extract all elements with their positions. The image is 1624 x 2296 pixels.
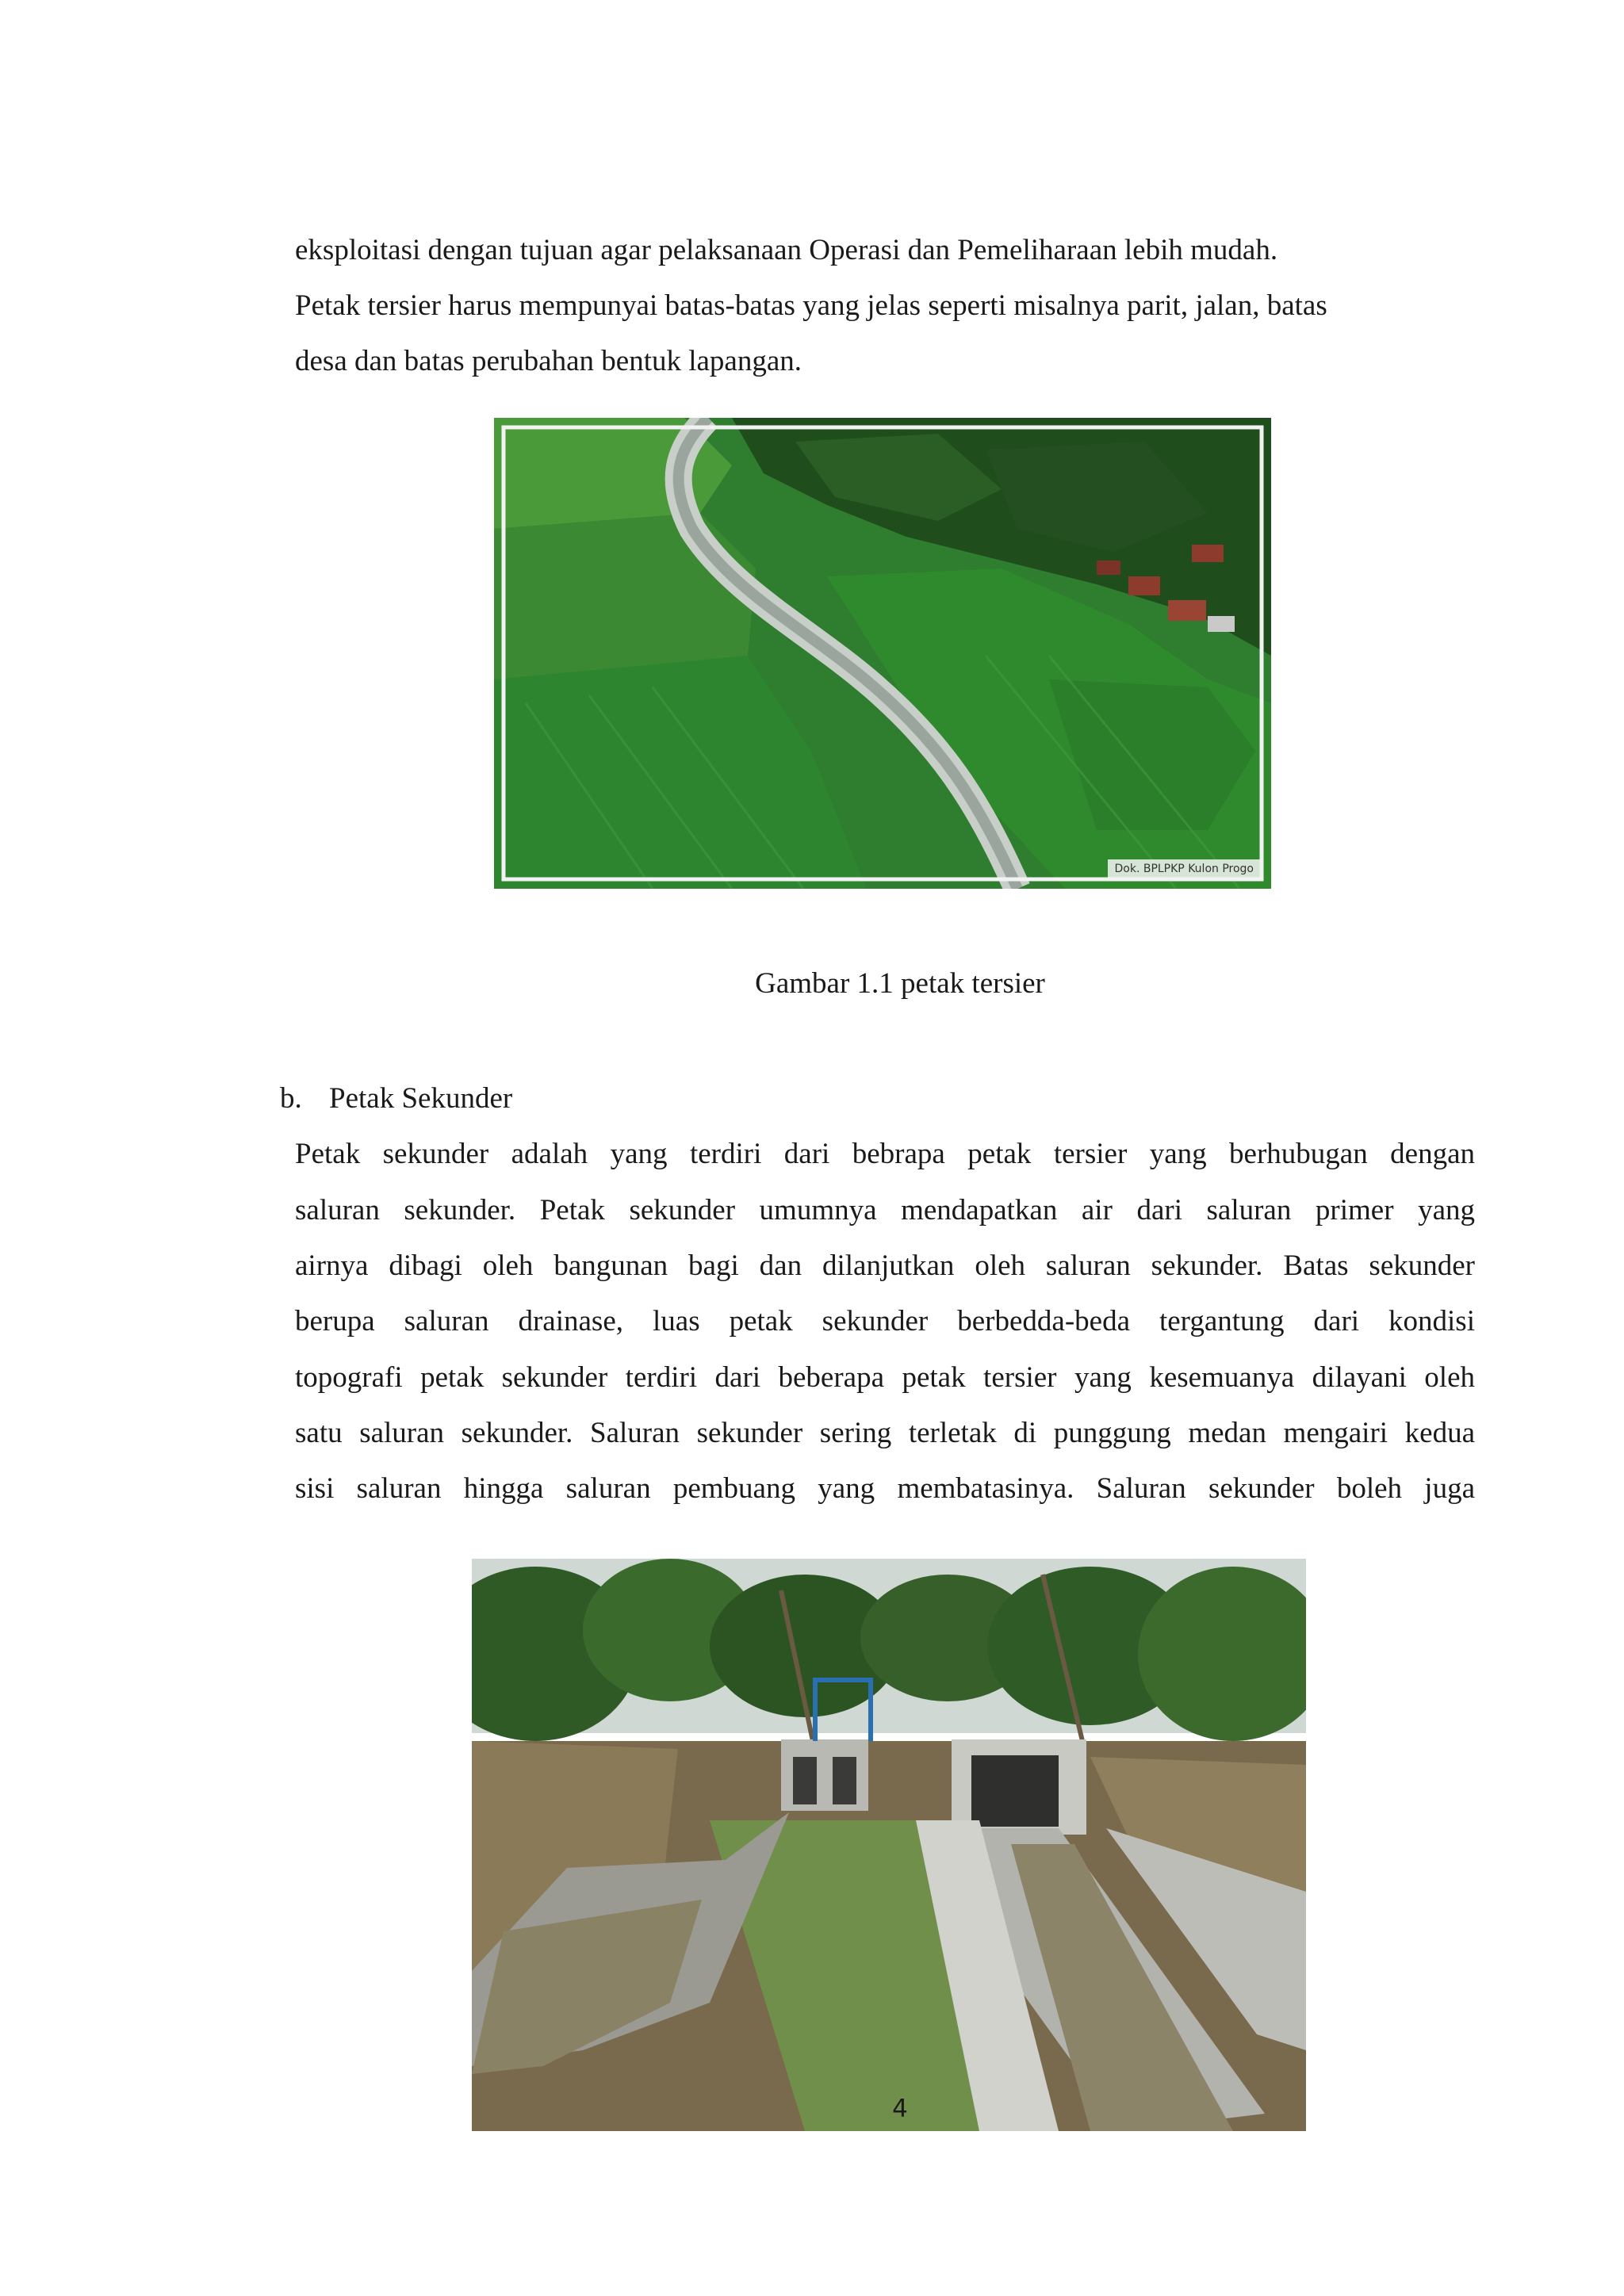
page-number: 4 xyxy=(892,2095,908,2123)
paragraph-line: Petak tersier harus mempunyai batas-batas yang jelas seperti misalnya parit, jalan, batas xyxy=(295,289,1327,322)
paragraph-line: airnya dibagi oleh bangunan bagi dan dilanjutkan oleh saluran sekunder. Batas sekunder xyxy=(295,1249,1475,1282)
paragraph-line: satu saluran sekunder. Saluran sekunder sering terletak di punggung medan mengairi kedua xyxy=(295,1417,1475,1449)
list-marker: b. xyxy=(280,1082,302,1115)
paragraph-line: Petak sekunder adalah yang terdiri dari bebrapa petak tersier yang berhubugan dengan xyxy=(295,1138,1475,1170)
paragraph-line: desa dan batas perubahan bentuk lapangan. xyxy=(295,345,802,377)
section-heading xyxy=(280,1083,512,1115)
figure-aerial-rice-fields xyxy=(494,418,1271,889)
paragraph-line: topografi petak sekunder terdiri dari beberapa petak tersier yang kesemuanya dilayani oleh xyxy=(295,1361,1475,1394)
paragraph-line: berupa saluran drainase, luas petak sekunder berbedda-beda tergantung dari kondisi xyxy=(295,1305,1475,1337)
figure-irrigation-structure xyxy=(472,1559,1306,2131)
figure-caption: Gambar 1.1 petak tersier xyxy=(755,967,1045,1000)
paragraph-line: eksploitasi dengan tujuan agar pelaksanaan Operasi dan Pemeliharaan lebih mudah. xyxy=(295,234,1278,266)
irrigation-photo-illustration xyxy=(472,1559,1306,2131)
paragraph-line: sisi saluran hingga saluran pembuang yang membatasinya. Saluran sekunder boleh juga xyxy=(295,1472,1475,1505)
photo-credit: Dok. BPLPKP Kulon Progo xyxy=(1108,859,1260,878)
section-title: Petak Sekunder xyxy=(329,1082,513,1115)
aerial-photo-illustration xyxy=(494,418,1271,889)
paragraph-line: saluran sekunder. Petak sekunder umumnya mendapatkan air dari saluran primer yang xyxy=(295,1194,1475,1226)
